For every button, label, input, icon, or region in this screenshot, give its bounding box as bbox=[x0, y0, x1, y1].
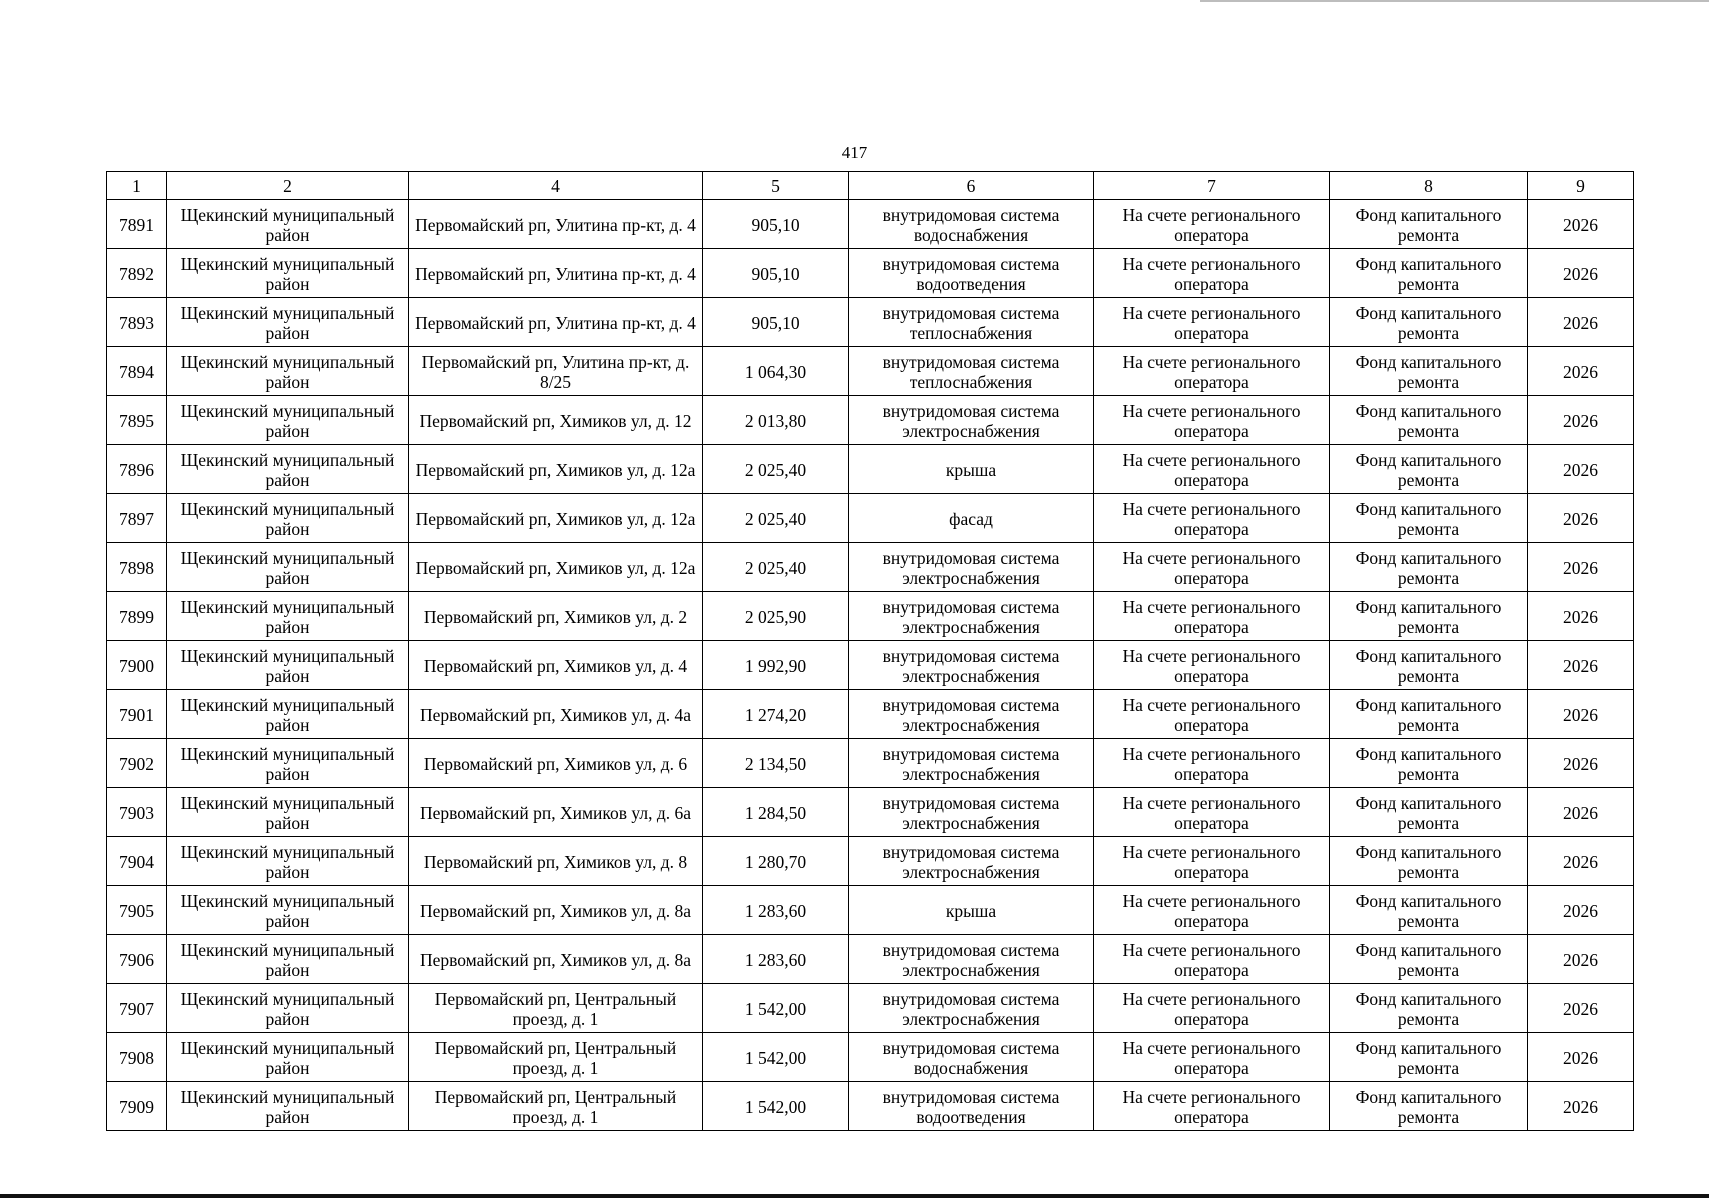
row-number-cell: 7892 bbox=[107, 249, 167, 298]
column-header: 9 bbox=[1528, 172, 1634, 200]
work-type-cell: внутридомовая система водоотведения bbox=[849, 249, 1094, 298]
work-type-cell: внутридомовая система электроснабжения bbox=[849, 837, 1094, 886]
address-cell: Первомайский рп, Улитина пр-кт, д. 4 bbox=[409, 200, 703, 249]
work-type-cell: внутридомовая система водоснабжения bbox=[849, 200, 1094, 249]
fund-account-cell: На счете регионального оператора bbox=[1094, 837, 1330, 886]
address-cell: Первомайский рп, Химиков ул, д. 6 bbox=[409, 739, 703, 788]
district-cell: Щекинский муниципальный район bbox=[167, 347, 409, 396]
district-cell: Щекинский муниципальный район bbox=[167, 690, 409, 739]
year-cell: 2026 bbox=[1528, 396, 1634, 445]
address-cell: Первомайский рп, Центральный проезд, д. 1 bbox=[409, 984, 703, 1033]
address-cell: Первомайский рп, Химиков ул, д. 8 bbox=[409, 837, 703, 886]
column-header: 8 bbox=[1330, 172, 1528, 200]
area-cell: 1 283,60 bbox=[703, 886, 849, 935]
area-cell: 1 064,30 bbox=[703, 347, 849, 396]
table-row bbox=[107, 641, 1634, 690]
funding-source-cell: Фонд капитального ремонта bbox=[1330, 788, 1528, 837]
area-cell: 1 542,00 bbox=[703, 1082, 849, 1131]
work-type-cell: внутридомовая система водоотведения bbox=[849, 1082, 1094, 1131]
funding-source-cell: Фонд капитального ремонта bbox=[1330, 1082, 1528, 1131]
fund-account-cell: На счете регионального оператора bbox=[1094, 641, 1330, 690]
row-number-cell: 7902 bbox=[107, 739, 167, 788]
work-type-cell: внутридомовая система электроснабжения bbox=[849, 543, 1094, 592]
table-body bbox=[107, 200, 1634, 1131]
fund-account-cell: На счете регионального оператора bbox=[1094, 494, 1330, 543]
fund-account-cell: На счете регионального оператора bbox=[1094, 690, 1330, 739]
fund-account-cell: На счете регионального оператора bbox=[1094, 249, 1330, 298]
address-cell: Первомайский рп, Центральный проезд, д. 1 bbox=[409, 1082, 703, 1131]
district-cell: Щекинский муниципальный район bbox=[167, 886, 409, 935]
row-number-cell: 7908 bbox=[107, 1033, 167, 1082]
district-cell: Щекинский муниципальный район bbox=[167, 445, 409, 494]
row-number-cell: 7896 bbox=[107, 445, 167, 494]
area-cell: 2 025,40 bbox=[703, 494, 849, 543]
row-number-cell: 7905 bbox=[107, 886, 167, 935]
year-cell: 2026 bbox=[1528, 200, 1634, 249]
district-cell: Щекинский муниципальный район bbox=[167, 592, 409, 641]
funding-source-cell: Фонд капитального ремонта bbox=[1330, 837, 1528, 886]
fund-account-cell: На счете регионального оператора bbox=[1094, 1082, 1330, 1131]
address-cell: Первомайский рп, Улитина пр-кт, д. 4 bbox=[409, 298, 703, 347]
district-cell: Щекинский муниципальный район bbox=[167, 543, 409, 592]
year-cell: 2026 bbox=[1528, 788, 1634, 837]
funding-source-cell: Фонд капитального ремонта bbox=[1330, 298, 1528, 347]
capital-repair-table bbox=[106, 171, 1634, 1131]
work-type-cell: внутридомовая система водоснабжения bbox=[849, 1033, 1094, 1082]
funding-source-cell: Фонд капитального ремонта bbox=[1330, 984, 1528, 1033]
table-row bbox=[107, 396, 1634, 445]
column-header: 2 bbox=[167, 172, 409, 200]
address-cell: Первомайский рп, Улитина пр-кт, д. 8/25 bbox=[409, 347, 703, 396]
address-cell: Первомайский рп, Химиков ул, д. 8а bbox=[409, 886, 703, 935]
address-cell: Первомайский рп, Химиков ул, д. 12а bbox=[409, 445, 703, 494]
row-number-cell: 7901 bbox=[107, 690, 167, 739]
work-type-cell: внутридомовая система электроснабжения bbox=[849, 984, 1094, 1033]
work-type-cell: внутридомовая система электроснабжения bbox=[849, 592, 1094, 641]
funding-source-cell: Фонд капитального ремонта bbox=[1330, 886, 1528, 935]
row-number-cell: 7897 bbox=[107, 494, 167, 543]
row-number-cell: 7909 bbox=[107, 1082, 167, 1131]
area-cell: 1 280,70 bbox=[703, 837, 849, 886]
year-cell: 2026 bbox=[1528, 1082, 1634, 1131]
area-cell: 1 284,50 bbox=[703, 788, 849, 837]
district-cell: Щекинский муниципальный район bbox=[167, 641, 409, 690]
year-cell: 2026 bbox=[1528, 298, 1634, 347]
fund-account-cell: На счете регионального оператора bbox=[1094, 1033, 1330, 1082]
funding-source-cell: Фонд капитального ремонта bbox=[1330, 347, 1528, 396]
table-row bbox=[107, 837, 1634, 886]
row-number-cell: 7893 bbox=[107, 298, 167, 347]
year-cell: 2026 bbox=[1528, 347, 1634, 396]
funding-source-cell: Фонд капитального ремонта bbox=[1330, 935, 1528, 984]
fund-account-cell: На счете регионального оператора bbox=[1094, 935, 1330, 984]
funding-source-cell: Фонд капитального ремонта bbox=[1330, 249, 1528, 298]
district-cell: Щекинский муниципальный район bbox=[167, 298, 409, 347]
funding-source-cell: Фонд капитального ремонта bbox=[1330, 739, 1528, 788]
table-row bbox=[107, 1033, 1634, 1082]
area-cell: 1 542,00 bbox=[703, 984, 849, 1033]
fund-account-cell: На счете регионального оператора bbox=[1094, 200, 1330, 249]
year-cell: 2026 bbox=[1528, 690, 1634, 739]
funding-source-cell: Фонд капитального ремонта bbox=[1330, 396, 1528, 445]
area-cell: 2 025,40 bbox=[703, 445, 849, 494]
area-cell: 905,10 bbox=[703, 298, 849, 347]
work-type-cell: внутридомовая система электроснабжения bbox=[849, 935, 1094, 984]
column-header: 7 bbox=[1094, 172, 1330, 200]
district-cell: Щекинский муниципальный район bbox=[167, 494, 409, 543]
table-row bbox=[107, 494, 1634, 543]
fund-account-cell: На счете регионального оператора bbox=[1094, 739, 1330, 788]
table-row bbox=[107, 592, 1634, 641]
district-cell: Щекинский муниципальный район bbox=[167, 739, 409, 788]
row-number-cell: 7894 bbox=[107, 347, 167, 396]
area-cell: 1 542,00 bbox=[703, 1033, 849, 1082]
fund-account-cell: На счете регионального оператора bbox=[1094, 445, 1330, 494]
row-number-cell: 7898 bbox=[107, 543, 167, 592]
table-row bbox=[107, 298, 1634, 347]
funding-source-cell: Фонд капитального ремонта bbox=[1330, 543, 1528, 592]
fund-account-cell: На счете регионального оператора bbox=[1094, 788, 1330, 837]
work-type-cell: внутридомовая система электроснабжения bbox=[849, 739, 1094, 788]
page-number: 417 bbox=[841, 143, 868, 162]
year-cell: 2026 bbox=[1528, 543, 1634, 592]
work-type-cell: фасад bbox=[849, 494, 1094, 543]
district-cell: Щекинский муниципальный район bbox=[167, 788, 409, 837]
fund-account-cell: На счете регионального оператора bbox=[1094, 984, 1330, 1033]
work-type-cell: внутридомовая система теплоснабжения bbox=[849, 298, 1094, 347]
funding-source-cell: Фонд капитального ремонта bbox=[1330, 592, 1528, 641]
district-cell: Щекинский муниципальный район bbox=[167, 396, 409, 445]
fund-account-cell: На счете регионального оператора bbox=[1094, 347, 1330, 396]
district-cell: Щекинский муниципальный район bbox=[167, 200, 409, 249]
address-cell: Первомайский рп, Химиков ул, д. 8а bbox=[409, 935, 703, 984]
year-cell: 2026 bbox=[1528, 494, 1634, 543]
work-type-cell: крыша bbox=[849, 445, 1094, 494]
funding-source-cell: Фонд капитального ремонта bbox=[1330, 1033, 1528, 1082]
district-cell: Щекинский муниципальный район bbox=[167, 249, 409, 298]
funding-source-cell: Фонд капитального ремонта bbox=[1330, 690, 1528, 739]
column-header: 6 bbox=[849, 172, 1094, 200]
address-cell: Первомайский рп, Химиков ул, д. 2 bbox=[409, 592, 703, 641]
area-cell: 1 992,90 bbox=[703, 641, 849, 690]
year-cell: 2026 bbox=[1528, 739, 1634, 788]
district-cell: Щекинский муниципальный район bbox=[167, 984, 409, 1033]
row-number-cell: 7895 bbox=[107, 396, 167, 445]
row-number-cell: 7907 bbox=[107, 984, 167, 1033]
fund-account-cell: На счете регионального оператора bbox=[1094, 543, 1330, 592]
fund-account-cell: На счете регионального оператора bbox=[1094, 886, 1330, 935]
table-row bbox=[107, 347, 1634, 396]
year-cell: 2026 bbox=[1528, 886, 1634, 935]
table-row bbox=[107, 788, 1634, 837]
area-cell: 2 013,80 bbox=[703, 396, 849, 445]
address-cell: Первомайский рп, Химиков ул, д. 12а bbox=[409, 543, 703, 592]
top-edge-rule bbox=[1200, 0, 1709, 2]
table-row bbox=[107, 935, 1634, 984]
table-row bbox=[107, 886, 1634, 935]
year-cell: 2026 bbox=[1528, 641, 1634, 690]
work-type-cell: внутридомовая система электроснабжения bbox=[849, 788, 1094, 837]
table-row bbox=[107, 739, 1634, 788]
year-cell: 2026 bbox=[1528, 837, 1634, 886]
table-row bbox=[107, 984, 1634, 1033]
area-cell: 905,10 bbox=[703, 249, 849, 298]
district-cell: Щекинский муниципальный район bbox=[167, 837, 409, 886]
year-cell: 2026 bbox=[1528, 592, 1634, 641]
table-row bbox=[107, 249, 1634, 298]
address-cell: Первомайский рп, Химиков ул, д. 4а bbox=[409, 690, 703, 739]
row-number-cell: 7906 bbox=[107, 935, 167, 984]
area-cell: 2 025,40 bbox=[703, 543, 849, 592]
table-row bbox=[107, 445, 1634, 494]
row-number-cell: 7904 bbox=[107, 837, 167, 886]
column-header: 4 bbox=[409, 172, 703, 200]
fund-account-cell: На счете регионального оператора bbox=[1094, 298, 1330, 347]
address-cell: Первомайский рп, Улитина пр-кт, д. 4 bbox=[409, 249, 703, 298]
funding-source-cell: Фонд капитального ремонта bbox=[1330, 200, 1528, 249]
column-header: 1 bbox=[107, 172, 167, 200]
address-cell: Первомайский рп, Химиков ул, д. 12а bbox=[409, 494, 703, 543]
row-number-cell: 7903 bbox=[107, 788, 167, 837]
row-number-cell: 7891 bbox=[107, 200, 167, 249]
area-cell: 905,10 bbox=[703, 200, 849, 249]
work-type-cell: внутридомовая система электроснабжения bbox=[849, 690, 1094, 739]
district-cell: Щекинский муниципальный район bbox=[167, 935, 409, 984]
year-cell: 2026 bbox=[1528, 1033, 1634, 1082]
column-header: 5 bbox=[703, 172, 849, 200]
column-number-row bbox=[107, 172, 1634, 200]
address-cell: Первомайский рп, Химиков ул, д. 6а bbox=[409, 788, 703, 837]
address-cell: Первомайский рп, Химиков ул, д. 12 bbox=[409, 396, 703, 445]
table-row bbox=[107, 200, 1634, 249]
funding-source-cell: Фонд капитального ремонта bbox=[1330, 445, 1528, 494]
fund-account-cell: На счете регионального оператора bbox=[1094, 396, 1330, 445]
area-cell: 1 283,60 bbox=[703, 935, 849, 984]
address-cell: Первомайский рп, Центральный проезд, д. 1 bbox=[409, 1033, 703, 1082]
row-number-cell: 7899 bbox=[107, 592, 167, 641]
work-type-cell: крыша bbox=[849, 886, 1094, 935]
year-cell: 2026 bbox=[1528, 935, 1634, 984]
funding-source-cell: Фонд капитального ремонта bbox=[1330, 494, 1528, 543]
funding-source-cell: Фонд капитального ремонта bbox=[1330, 641, 1528, 690]
table-row bbox=[107, 690, 1634, 739]
area-cell: 1 274,20 bbox=[703, 690, 849, 739]
fund-account-cell: На счете регионального оператора bbox=[1094, 592, 1330, 641]
district-cell: Щекинский муниципальный район bbox=[167, 1082, 409, 1131]
bottom-edge-rule bbox=[0, 1194, 1709, 1198]
area-cell: 2 025,90 bbox=[703, 592, 849, 641]
table-row bbox=[107, 1082, 1634, 1131]
district-cell: Щекинский муниципальный район bbox=[167, 1033, 409, 1082]
row-number-cell: 7900 bbox=[107, 641, 167, 690]
address-cell: Первомайский рп, Химиков ул, д. 4 bbox=[409, 641, 703, 690]
table-row bbox=[107, 543, 1634, 592]
work-type-cell: внутридомовая система теплоснабжения bbox=[849, 347, 1094, 396]
year-cell: 2026 bbox=[1528, 445, 1634, 494]
year-cell: 2026 bbox=[1528, 249, 1634, 298]
year-cell: 2026 bbox=[1528, 984, 1634, 1033]
area-cell: 2 134,50 bbox=[703, 739, 849, 788]
work-type-cell: внутридомовая система электроснабжения bbox=[849, 641, 1094, 690]
work-type-cell: внутридомовая система электроснабжения bbox=[849, 396, 1094, 445]
